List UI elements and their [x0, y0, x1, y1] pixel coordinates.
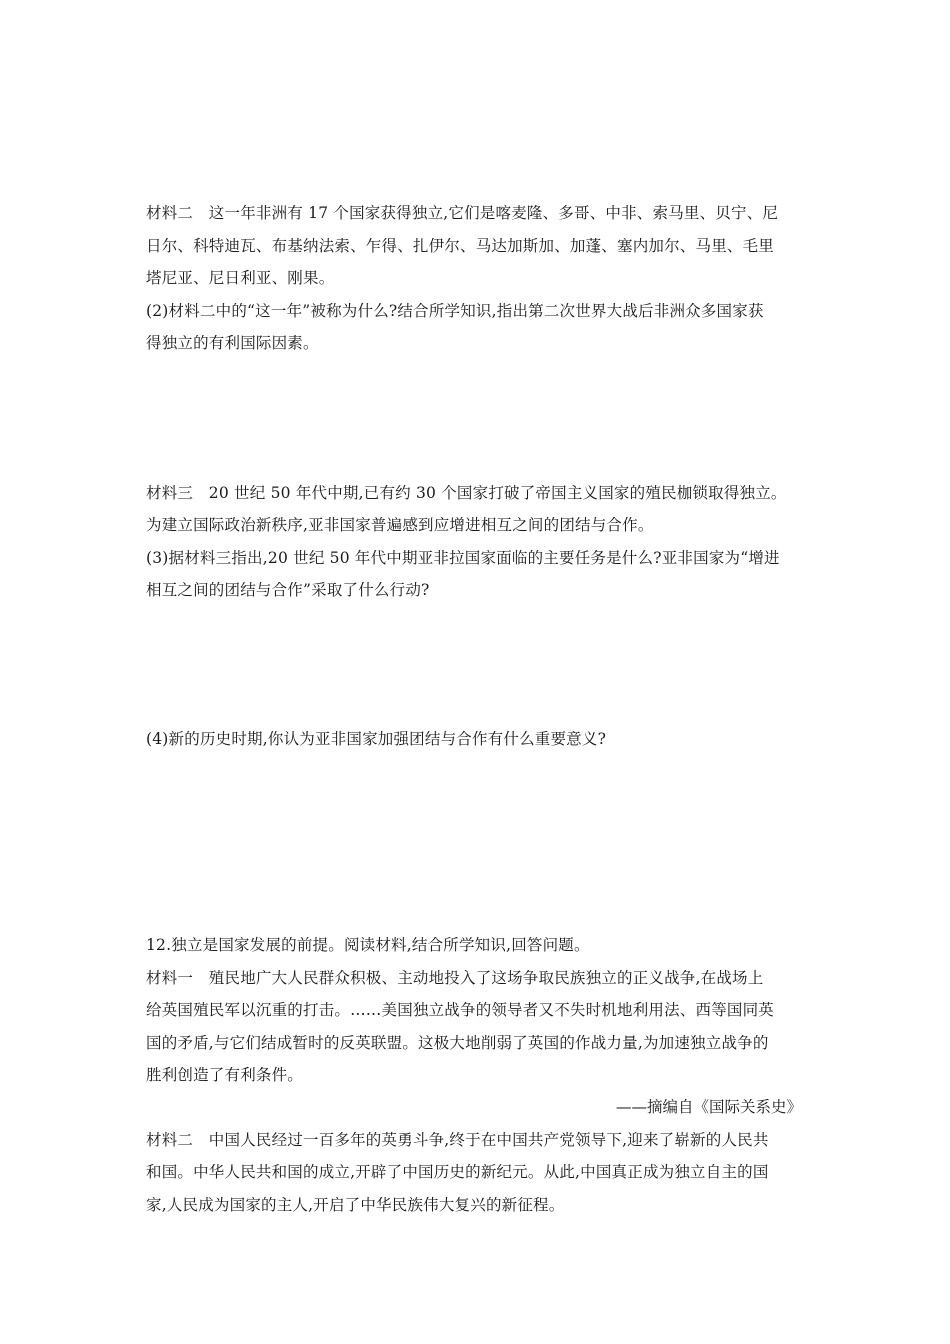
- question-3-line-1: (3)据材料三指出,20 世纪 50 年代中期亚非拉国家面临的主要任务是什么?亚非国家为“增进: [146, 549, 780, 567]
- material-2-line-1: 材料二 这一年非洲有 17 个国家获得独立,它们是喀麦隆、多哥、中非、索马里、贝宁、尼: [146, 204, 779, 222]
- material-1-line-3: 国的矛盾,与它们结成暂时的反英联盟。这极大地削弱了英国的作战力量,为加速独立战争的: [146, 1034, 769, 1052]
- material-2b-line-2: 和国。中华人民共和国的成立,开辟了中国历史的新纪元。从此,中国真正成为独立自主的国: [146, 1163, 769, 1181]
- question-3-line-2: 相互之间的团结与合作”采取了什么行动?: [146, 581, 430, 599]
- material-1-line-4: 胜利创造了有利条件。: [146, 1066, 304, 1084]
- material-1-line-2: 给英国殖民军以沉重的打击。……美国独立战争的领导者又不失时机地利用法、西等国同英: [146, 1001, 775, 1019]
- material-3-line-2: 为建立国际政治新秩序,亚非国家普遍感到应增进相互之间的团结与合作。: [146, 516, 654, 534]
- material-2-line-3: 塔尼亚、尼日利亚、刚果。: [146, 269, 335, 287]
- material-2b-line-3: 家,人民成为国家的主人,开启了中华民族伟大复兴的新征程。: [146, 1196, 565, 1214]
- material-2b-line-1: 材料二 中国人民经过一百多年的英勇斗争,终于在中国共产党领导下,迎来了崭新的人民共: [146, 1131, 769, 1149]
- question-2-line-1: (2)材料二中的“这一年”被称为什么?结合所学知识,指出第二次世界大战后非洲众多国家获: [146, 302, 764, 320]
- question-12-title: 12.独立是国家发展的前提。阅读材料,结合所学知识,回答问题。: [146, 936, 590, 954]
- material-1-source: ——摘编自《国际关系史》: [615, 1098, 802, 1116]
- material-2-line-2: 日尔、科特迪瓦、布基纳法索、乍得、扎伊尔、马达加斯加、加蓬、塞内加尔、马里、毛里: [146, 237, 775, 255]
- material-3-line-1: 材料三 20 世纪 50 年代中期,已有约 30 个国家打破了帝国主义国家的殖民枷锁取得独立。: [146, 484, 787, 502]
- material-1-line-1: 材料一 殖民地广大人民群众积极、主动地投入了这场争取民族独立的正义战争,在战场上: [146, 969, 764, 987]
- question-4: (4)新的历史时期,你认为亚非国家加强团结与合作有什么重要意义?: [146, 730, 607, 748]
- question-2-line-2: 得独立的有利国际因素。: [146, 334, 319, 352]
